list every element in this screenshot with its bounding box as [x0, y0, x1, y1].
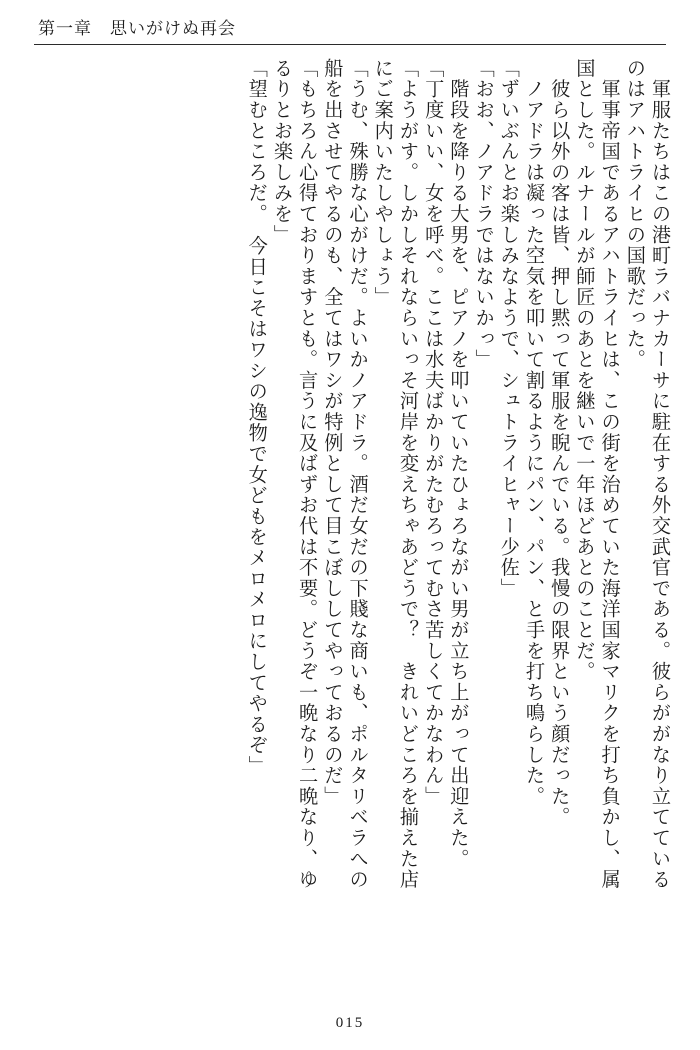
- text-column: 「おお、ノアドラではないかっ」: [472, 58, 494, 370]
- text-column: 「丁度いい、女を呼べ。ここは水夫ばかりがたむろってむさ苦しくてかなわん」: [422, 58, 444, 807]
- text-column: 軍服たちはこの港町ラバナカーサに駐在する外交武官である。彼らががなり立てている: [649, 58, 670, 890]
- text-column: 「もちろん心得ておりますとも。言うに及ばずお代は不要。どうぞ一晩なり二晩なり、ゆ: [296, 58, 318, 890]
- text-column: 船を出させてやるのも、全てはワシが特例として目こぼししてやっておるのだ」: [321, 58, 343, 807]
- vertical-text-body: [28, 58, 672, 998]
- text-column: 国とした。ルナールが師匠のあとを継いで一年ほどあとのことだ。: [573, 58, 595, 682]
- text-column: 「ようがす。しかしそれならいっそ河岸を変えちゃあどうで？ きれいどころを揃えた店: [396, 58, 418, 890]
- text-column: のはアハトライヒの国歌だった。: [623, 58, 645, 370]
- text-column: 「望むところだ。 今日こそはワシの逸物で女どもをメロメロにしてやるぞ」: [245, 58, 267, 777]
- text-column: 「うむ、殊勝な心がけだ。よいかノアドラ。酒だ女だの下賤な商いも、ポルタリベラへの: [346, 58, 368, 890]
- text-column: 「ずいぶんとお楽しみなようで、シュトライヒャー少佐」: [497, 58, 519, 599]
- header-divider: [34, 44, 666, 45]
- text-column: 軍事帝国であるアハトライヒは、この街を治めていた海洋国家マリクを打ち負かし、属: [598, 58, 620, 890]
- text-column: るりとお楽しみを」: [270, 58, 292, 246]
- text-column: ノアドラは凝った空気を叩いて割るようにパン、パン、と手を打ち鳴らした。: [522, 58, 544, 807]
- text-column: 彼ら以外の客は皆、押し黙って軍服を睨んでいる。我慢の限界という顔だった。: [548, 58, 570, 828]
- page-number: 015: [335, 1015, 365, 1031]
- text-column: にご案内いたしやしょう」: [371, 58, 393, 308]
- running-header: 第一章 思いがけぬ再会: [38, 19, 236, 38]
- text-column: 階段を降りる大男を、ピアノを叩いていたひょろながい男が立ち上がって出迎えた。: [447, 58, 469, 870]
